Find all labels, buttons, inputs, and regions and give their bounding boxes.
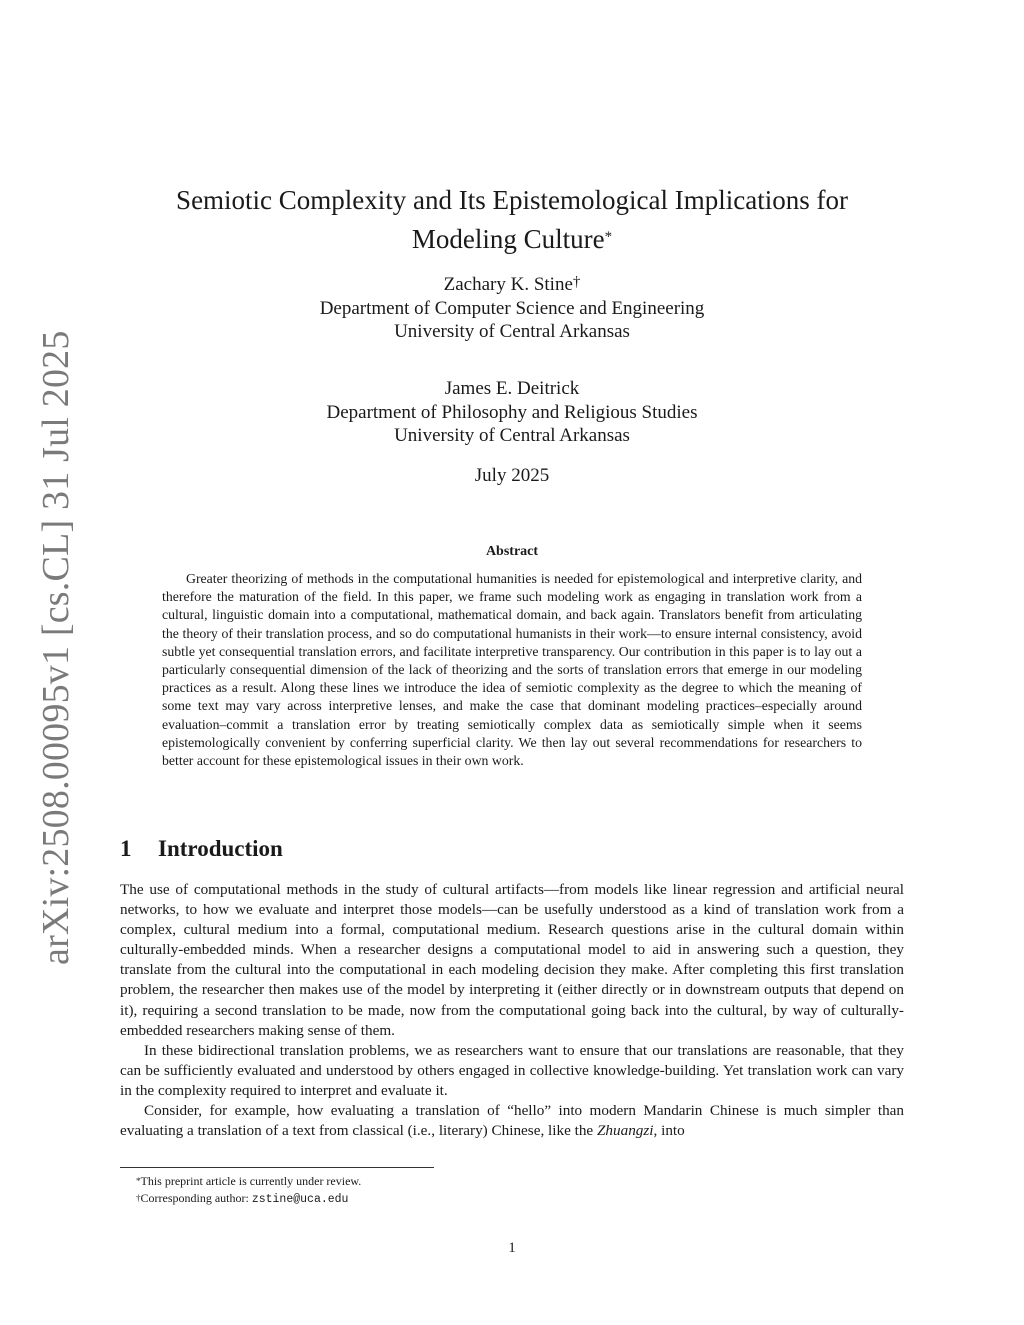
paragraph-2: In these bidirectional translation problems, we as researchers want to ensure that our translations are reasonable, that they can be sufficiently evaluated and understood by others engaged in collective knowledge-building. Yet translation work can vary in the complexity required to interpret and evaluate it.: [120, 1041, 904, 1099]
author-2-name: James E. Deitrick: [444, 378, 580, 399]
abstract-heading: Abstract: [485, 544, 539, 559]
author-2-department: Department of Philosophy and Religious Studies: [326, 401, 698, 423]
abstract-text: Greater theorizing of methods in the computational humanities is needed for epistemological and interpretive clarity, and therefore the maturation of the field. In this paper, we frame such modeling work as engaging in translation work from a cultural, linguistic domain into a computational, mathematical domain, and back again. Translators benefit from articulating the theory of their translation process, and so do computational humanists in their work—to ensure internal consistency, avoid subtle yet consequential translation errors, and facilitate interpretive transparency. Our contribution in this paper is to lay out a particularly consequential dimension of the lack of theorizing and the sorts of translation errors that emerge in our modeling practices as a result. Along these lines we introduce the idea of semiotic complexity as the degree to which the meaning of some text may vary across interpretive lenses, and make the case that dominant modeling practices–especially around evaluation–commit a translation error by treating semiotically complex data as semiotically simple when it seems epistemologically convenient by conferring superficial clarity. We then lay out several recommendations for researchers to better account for these epistemological issues in their own work.: [162, 571, 862, 769]
section-heading-introduction: [120, 836, 283, 862]
author-1-department: Department of Computer Science and Engineering: [319, 297, 705, 319]
corresponding-email: zstine@uca.edu: [251, 1193, 349, 1206]
paragraph-3-text-end: , into: [653, 1122, 685, 1140]
paragraph-1: The use of computational methods in the study of cultural artifacts—from models like linear regression and artificial neural networks, to how we evaluate and interpret those models—can be usefully understood as a kind of translation work from a complex, cultural medium into a formal, computational medium. Research questions arise in the cultural domain within culturally-embedded minds. When a researcher designs a computational model to aid in answering such a question, they translate from the cultural into the computational in each modeling decision they make. After completing this first translation problem, the researcher then makes use of the model by interpreting it (either directly or in downstream outputs that depend on it), requiring a second translation to be made, now from the computational going back into the cultural, by way of culturally-embedded researchers making sense of them.: [120, 881, 904, 1039]
paragraph-3-text-start: Consider, for example, how evaluating a translation of “hello” into modern Mandarin Chinese is much simpler than evaluating a translation of a text from classical (i.e., literary) Chinese, like the: [120, 1102, 904, 1140]
title-line-2: [120, 220, 904, 259]
title-footnote-mark: *: [604, 229, 613, 245]
footnote-divider: [120, 1167, 434, 1168]
paragraph-3: [120, 1101, 904, 1141]
author-1-institution: University of Central Arkansas: [394, 321, 630, 342]
footnote-2-mark: †: [136, 1193, 141, 1203]
footnotes: [120, 1173, 904, 1208]
paper-title: [120, 181, 904, 259]
arxiv-identifier-stamp: arXiv:2508.00095v1 [cs.CL] 31 Jul 2025: [35, 330, 77, 965]
paragraph-3-italic-title: Zhuangzi: [596, 1122, 654, 1140]
section-title: Introduction: [158, 836, 283, 861]
footnote-1: [120, 1173, 904, 1190]
title-line-2-text: Modeling Culture: [411, 224, 605, 254]
footnote-1-mark: *: [136, 1176, 141, 1186]
author-2-institution: University of Central Arkansas: [394, 425, 630, 446]
page-number: 1: [508, 1240, 516, 1256]
author-block-2: [120, 377, 904, 448]
footnote-1-text: This preprint article is currently under review.: [140, 1174, 362, 1188]
footnote-2: [120, 1190, 904, 1208]
title-line-1: Semiotic Complexity and Its Epistemological Implications for: [176, 185, 848, 215]
author-block-1: [120, 273, 904, 344]
publication-date: July 2025: [474, 465, 550, 486]
section-number: 1: [120, 836, 132, 861]
author-1-name-line: [120, 273, 904, 297]
author-1-name: Zachary K. Stine: [443, 274, 573, 295]
introduction-body: [120, 880, 904, 1141]
footnote-2-text: Corresponding author:: [140, 1191, 252, 1205]
author-1-footnote-mark: †: [572, 274, 581, 290]
